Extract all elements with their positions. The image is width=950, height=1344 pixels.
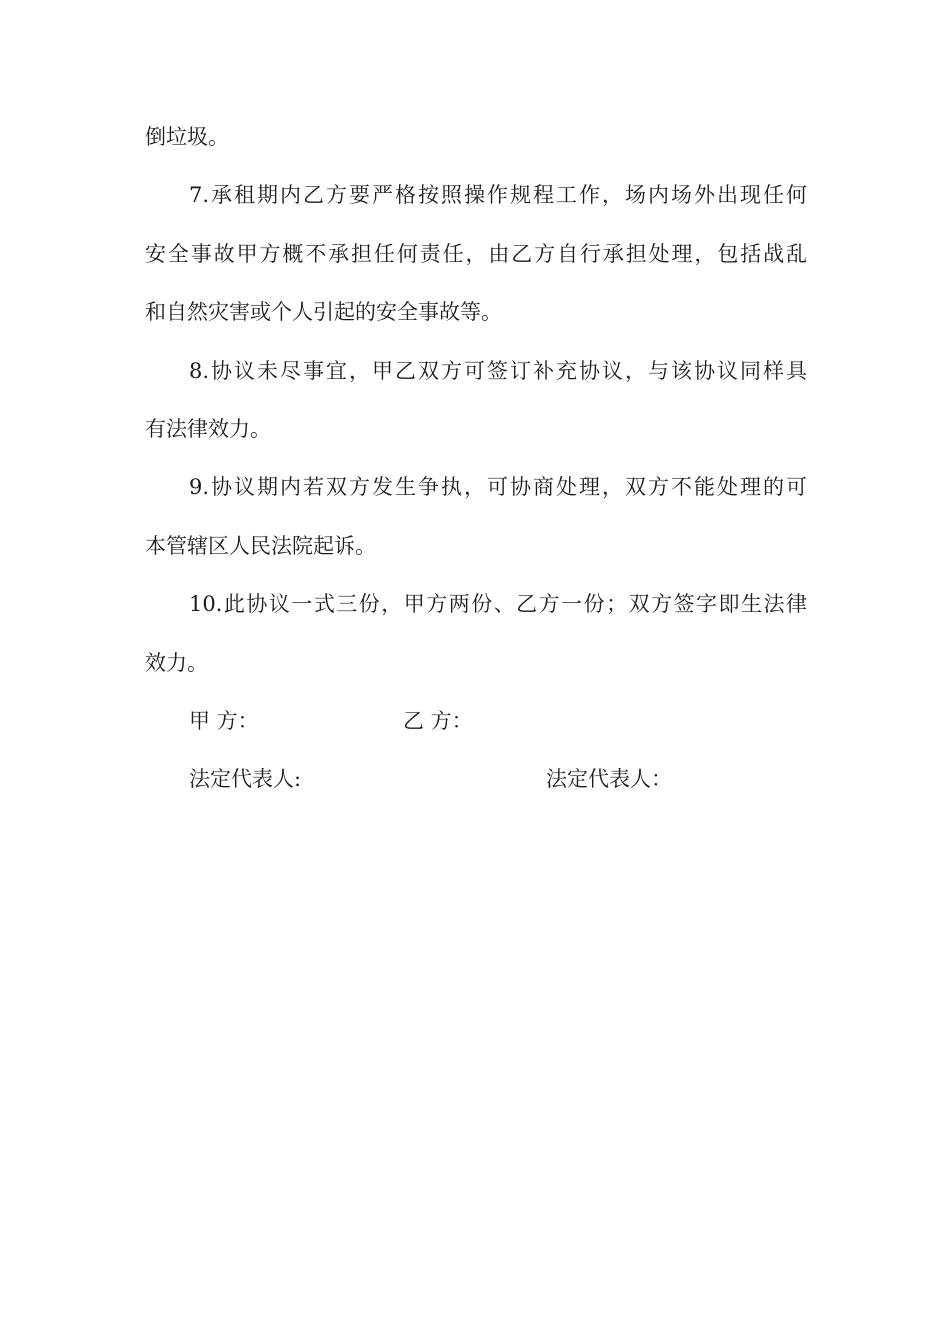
party-a-label: 甲 方： [189,709,259,733]
text-line: 本管辖区人民法院起诉。 [145,533,376,558]
rep-b-label: 法定代表人： [546,767,672,791]
text-line-clause-10: 10.此协议一式三份，甲方两份、乙方一份；双方签字即生法律 [189,592,807,617]
text-line-clause-9: 9.协议期内若双方发生争执，可协商处理，双方不能处理的可 [189,475,807,500]
text-line: 效力。 [145,650,208,675]
text-line: 安全事故甲方概不承担任何责任，由乙方自行承担处理，包括战乱 [145,241,807,266]
rep-a-label: 法定代表人: [189,767,302,791]
text-line: 倒垃圾。 [145,125,229,149]
document-body [145,112,807,696]
text-line: 有法律效力。 [145,416,271,441]
party-b-label: 乙 方： [403,709,473,733]
text-line: 和自然灾害或个人引起的安全事故等。 [145,300,502,325]
text-line-clause-8: 8.协议未尽事宜，甲乙双方可签订补充协议，与该协议同样具 [189,358,807,383]
text-line-clause-7: 7.承租期内乙方要严格按照操作规程工作，场内场外出现任何 [189,183,807,208]
